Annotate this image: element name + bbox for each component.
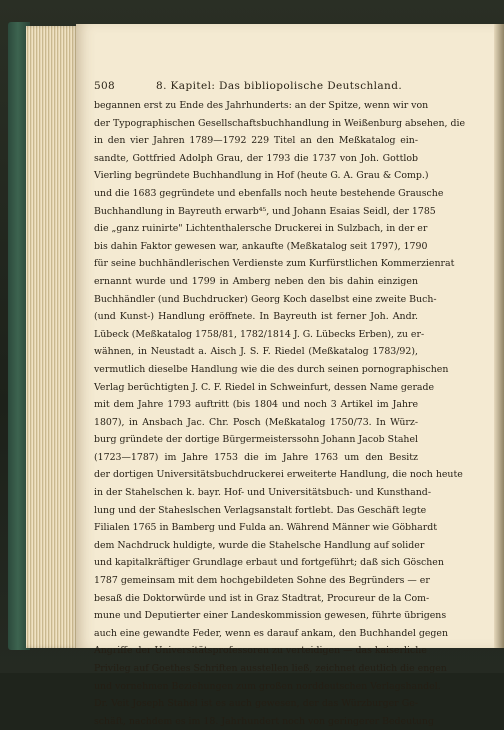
text-line: auch eine gewandte Feder, wenn es darauf ankam, den Buchhandel gegen — [94, 627, 448, 639]
text-line: sandte, Gottfried Adolph Grau, der 1793 die 1737 von Joh. Gottlob — [94, 152, 418, 164]
text-line: Angriffe der Universitätsprofessoren zu verteidigen — das kaiserliche — [94, 645, 427, 657]
text-line: (1723—1787) im Jahre 1753 die im Jahre 1763 um den Besitz — [94, 451, 418, 463]
text-line: Lübeck (Meßkatalog 1758/81, 1782/1814 J. G. Lübecks Erben), zu er- — [94, 328, 425, 340]
text-line: begannen erst zu Ende des Jahrhunderts: an der Spitze, wenn wir von — [94, 100, 429, 111]
text-line: der Typographischen Gesellschaftsbuchhandlung in Weißenburg absehen, die — [94, 117, 466, 129]
text-line: und vornehmen Beziehungen zum großen norddeutschen Verlagshandel. — [94, 680, 441, 692]
text-line: 1807), in Ansbach Jac. Chr. Posch (Meßkatalog 1750/73. In Würz- — [94, 416, 418, 428]
text-line: der dortigen Universitätsbuchdruckerei erweiterte Handlung, die noch heute — [94, 469, 463, 481]
facing-page-edge — [494, 24, 504, 648]
text-line: dem Nachdruck huldigte, wurde die Stahelsche Handlung auf solider — [94, 539, 425, 551]
body-text — [94, 97, 466, 730]
text-line: in den vier Jahren 1789—1792 229 Titel an den Meßkatalog ein- — [94, 135, 418, 147]
text-line: Verlag berüchtigten J. C. F. Riedel in Schweinfurt, dessen Name gerade — [94, 381, 435, 393]
text-line: wähnen, in Neustadt a. Aisch J. S. F. Riedel (Meßkatalog 1783/92), — [94, 346, 418, 358]
text-line: bis dahin Faktor gewesen war, ankaufte (Meßkatalog seit 1797), 1790 — [94, 240, 428, 252]
text-line: lung und der Staheslschen Verlagsanstalt fortlebt. Das Geschäft legte — [94, 504, 427, 516]
text-line: in der Stahelschen k. bayr. Hof- und Universitätsbuch- und Kunsthand- — [94, 487, 431, 499]
text-line: und kapitalkräftiger Grundlage erbaut und fortgeführt; daß sich Göschen — [94, 557, 444, 569]
text-line: Buchhändler (und Buchdrucker) Georg Koch daselbst eine zweite Buch- — [94, 293, 437, 305]
text-line: burg gründete der dortige Bürgermeisterssohn Johann Jacob Stahel — [94, 434, 418, 446]
text-line: Filialen 1765 in Bamberg und Fulda an. Während Männer wie Göbhardt — [94, 522, 437, 534]
text-line: für seine buchhändlerischen Verdienste zum Kurfürstlichen Kommerzienrat — [94, 258, 455, 270]
page-edges — [26, 26, 78, 648]
text-line: mune und Deputierter einer Landeskommission gewesen, führte übrigens — [94, 610, 447, 622]
text-line: Vierling begründete Buchhandlung in Hof (heute G. A. Grau & Comp.) — [94, 170, 429, 182]
text-line: besaß die Doktorwürde und ist in Graz Stadtrat, Procureur de la Com- — [94, 592, 430, 604]
page-number: 508 — [94, 80, 115, 92]
text-line: Dr. Veit Joseph Stahel ist es auch gewesen, der das Würzburger Ge- — [94, 698, 418, 710]
running-head: 8. Kapitel: Das bibliopolische Deutschland. — [156, 80, 403, 92]
page-header — [94, 80, 416, 94]
text-line: schäft, nachdem es im 18. Jahrhundert noch von geringerer Bedeutung — [94, 715, 434, 727]
text-line: und die 1683 gegründete und ebenfalls noch heute bestehende Grausche — [94, 187, 444, 199]
text-line: ernannt wurde und 1799 in Amberg neben den bis dahin einzigen — [94, 275, 418, 287]
text-line: Buchhandlung in Bayreuth erwarb⁴⁵, und Johann Esaias Seidl, der 1785 — [94, 205, 436, 217]
text-line: die „ganz ruinirte" Lichtenthalersche Druckerei in Sulzbach, in der er — [94, 223, 428, 235]
text-line: vermutlich dieselbe Handlung wie die des durch seinen pornographischen — [94, 363, 449, 375]
text-line: Privileg auf Goethes Schriften ausstellen ließ, zeichnet deutlich die engen — [94, 663, 447, 674]
text-line: mit dem Jahre 1793 auftritt (bis 1804 und noch 3 Artikel im Jahre — [94, 399, 418, 411]
text-line: 1787 gemeinsam mit dem hochgebildeten Sohne des Begründers — er — [94, 575, 430, 587]
text-line: (und Kunst-) Handlung eröffnete. In Bayreuth ist ferner Joh. Andr. — [94, 311, 418, 323]
